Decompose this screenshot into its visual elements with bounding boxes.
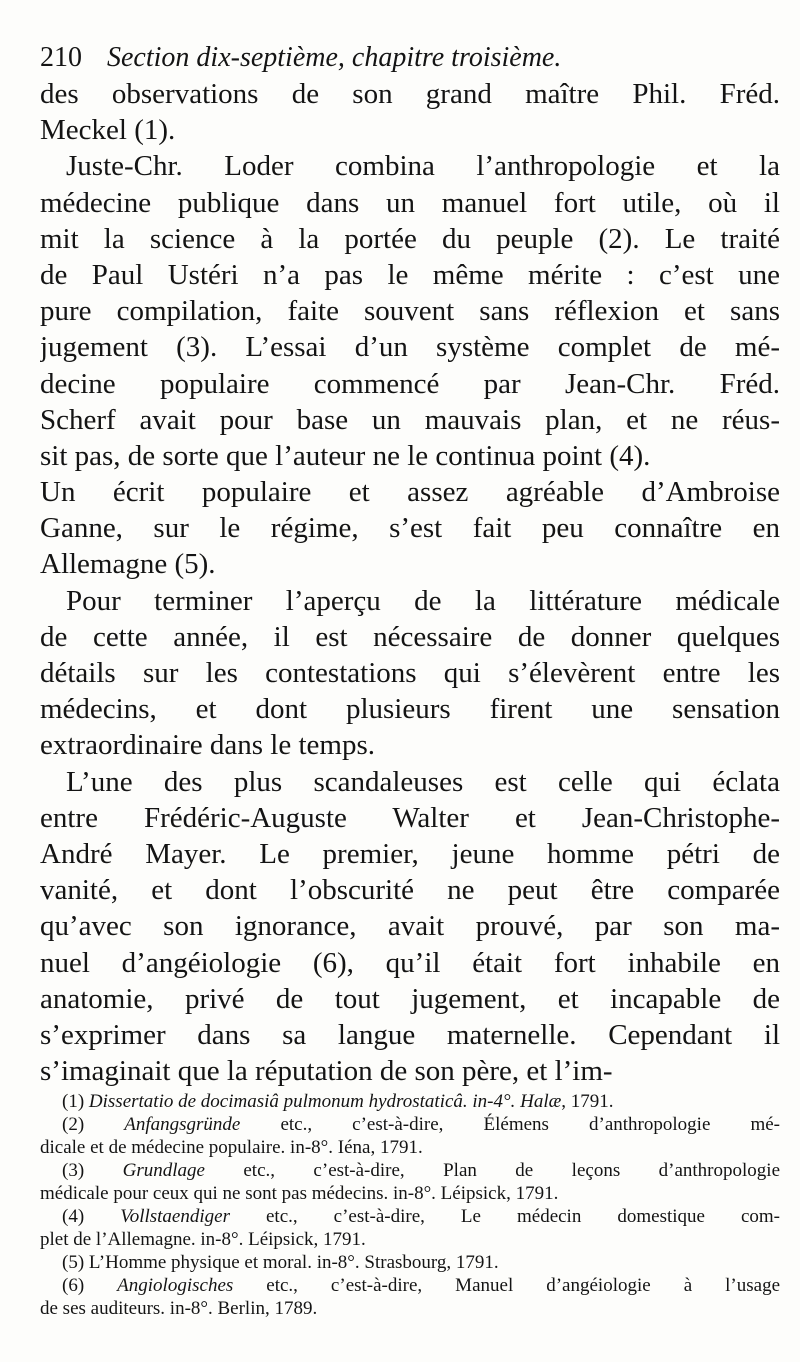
body-line: de Paul Ustéri n’a pas le même mérite : c’est une	[40, 258, 780, 291]
page-number: 210	[40, 42, 82, 73]
footnote-text: , 1791.	[561, 1091, 614, 1112]
body-line: jugement (3). L’essai d’un système complet de mé-	[40, 331, 780, 364]
footnote-line	[40, 1159, 780, 1182]
body-line: Juste-Chr. Loder combina l’anthropologie et la	[66, 150, 780, 183]
body-line: Meckel (1).	[40, 114, 176, 147]
body-line: médecins, et dont plusieurs firent une sensation	[40, 693, 780, 726]
body-line: entre Frédéric-Auguste Walter et Jean-Christophe-	[40, 801, 780, 834]
body-line: André Mayer. Le premier, jeune homme pétri de	[40, 837, 780, 870]
body-line: Allemagne (5).	[40, 548, 216, 581]
body-text	[40, 76, 780, 1089]
footnote-text: etc., c’est-à-dire, Manuel d’angéiologie à l’usage	[233, 1275, 780, 1296]
body-line: extraordinaire dans le temps.	[40, 729, 375, 762]
body-line: L’une des plus scandaleuses est celle qui éclata	[66, 765, 780, 798]
body-line: qu’avec son ignorance, avait prouvé, par son ma-	[40, 910, 780, 943]
body-line: pure compilation, faite souvent sans réflexion et sans	[40, 295, 780, 328]
body-line: s’imaginait que la réputation de son père, et l’im-	[40, 1055, 613, 1088]
footnote-title: Anfangsgründe	[124, 1114, 241, 1135]
body-line: Ganne, sur le régime, s’est fait peu connaître en	[40, 512, 780, 545]
body-line: vanité, et dont l’obscurité ne peut être comparée	[40, 874, 780, 907]
footnote-title: in-4°. Halæ	[472, 1091, 562, 1112]
body-line: nuel d’angéiologie (6), qu’il était fort inhabile en	[40, 946, 780, 979]
footnote-line	[40, 1251, 780, 1274]
footnote-title: Dissertatio de docimasiâ pulmonum hydrostaticâ.	[88, 1091, 468, 1112]
footnote-text: etc., c’est-à-dire, Le médecin domestique com-	[229, 1206, 780, 1227]
footnote-text: (3)	[62, 1160, 123, 1181]
footnote-line	[40, 1274, 780, 1297]
body-line: anatomie, privé de tout jugement, et incapable de	[40, 982, 780, 1015]
body-line: Scherf avait pour base un mauvais plan, et ne réus-	[40, 403, 780, 436]
footnote-text: etc., c’est-à-dire, Plan de leçons d’anthropologie	[204, 1160, 780, 1181]
footnote-text: plet de l’Allemagne. in-8°. Léipsick, 1791.	[40, 1229, 366, 1250]
footnote-title: Angiologisches	[117, 1275, 234, 1296]
footnote-text: (6)	[62, 1275, 118, 1296]
footnote-line	[40, 1297, 780, 1320]
body-line: médecine publique dans un manuel fort utile, où il	[40, 186, 780, 219]
footnote-line	[40, 1182, 780, 1205]
body-line: détails sur les contestations qui s’élevèrent entre les	[40, 657, 780, 689]
running-title: Section dix-septième, chapitre troisième.	[107, 42, 562, 73]
footnote-text: de ses auditeurs. in-8°. Berlin, 1789.	[40, 1298, 318, 1319]
footnote-text: (4)	[62, 1206, 121, 1227]
footnote-text: médicale pour ceux qui ne sont pas médecins. in-8°. Léipsick, 1791.	[40, 1183, 559, 1204]
footnote-text: (5) L’Homme physique et moral. in-8°. Strasbourg, 1791.	[62, 1252, 499, 1273]
footnote-line	[40, 1113, 780, 1136]
body-line: Un écrit populaire et assez agréable d’Ambroise	[40, 476, 780, 509]
body-line: des observations de son grand maître Phil. Fréd.	[40, 78, 780, 110]
body-line: s’exprimer dans sa langue maternelle. Cependant il	[40, 1018, 780, 1051]
footnote-line	[40, 1090, 780, 1113]
body-line: mit la science à la portée du peuple (2). Le traité	[40, 222, 780, 255]
footnote-text: etc., c’est-à-dire, Élémens d’anthropologie mé-	[240, 1114, 780, 1135]
footnote-line	[40, 1205, 780, 1228]
footnote-text: dicale et de médecine populaire. in-8°. Iéna, 1791.	[40, 1137, 423, 1158]
body-line: Pour terminer l’aperçu de la littérature médicale	[66, 584, 780, 617]
footnote-line	[40, 1136, 780, 1159]
footnote-title: Grundlage	[122, 1160, 205, 1181]
footnote-text: (2)	[62, 1114, 125, 1135]
body-line: de cette année, il est nécessaire de donner quelques	[40, 620, 780, 653]
page-header	[40, 38, 780, 78]
footnote-text: (1)	[62, 1091, 89, 1112]
body-line: decine populaire commencé par Jean-Chr. Fréd.	[40, 367, 780, 400]
footnote-title: Vollstaendiger	[120, 1206, 230, 1227]
body-line: sit pas, de sorte que l’auteur ne le continua point (4).	[40, 439, 651, 472]
footnotes	[40, 1090, 780, 1320]
footnote-line	[40, 1228, 780, 1251]
